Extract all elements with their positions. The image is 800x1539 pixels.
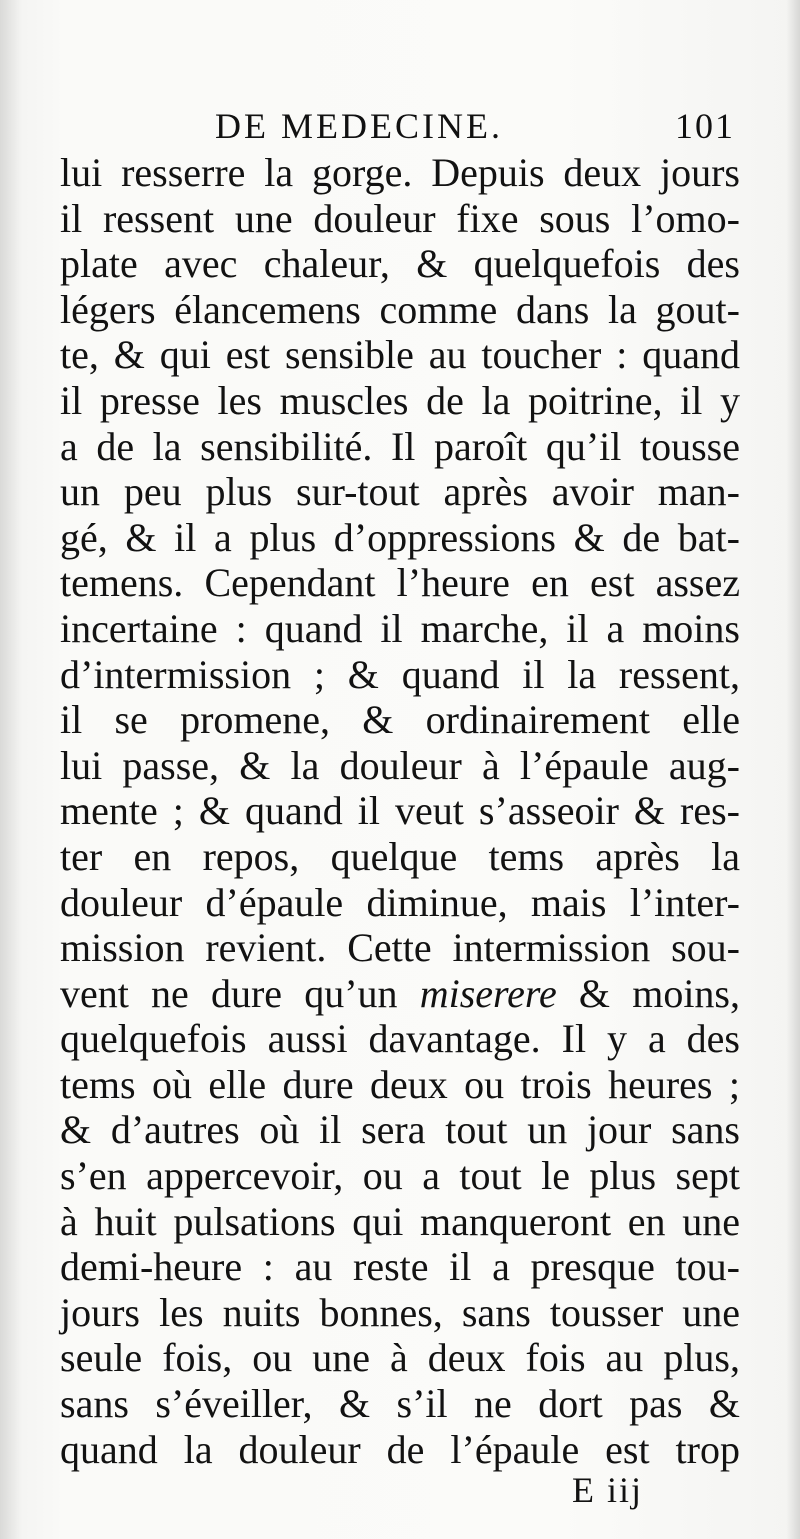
text-line: jours les nuits bonnes, sans tousser une [60,1289,740,1335]
text-line: un peu plus sur-tout après avoir man- [60,469,740,515]
text-line: ter en repos, quelque tems après la [60,833,740,879]
text-line: & d’autres où il sera tout un jour sans [60,1107,740,1153]
text-line: quelquefois aussi davantage. Il y a des [60,1016,740,1062]
text-line-miserere [60,971,740,1017]
text-line: te, & qui est sensible au toucher : quand [60,332,740,378]
page-number: 101 [675,106,735,146]
running-head-title: DE MEDECINE. [215,106,503,146]
signature-mark: E iij [572,1470,643,1510]
text-line: temens. Cependant l’heure en est assez [60,560,740,606]
text-line: il presse les muscles de la poitrine, il y [60,377,740,423]
text-line: lui resserre la gorge. Depuis deux jours [60,150,740,195]
text-fragment: & moins, [556,970,740,1016]
text-line: légers élancemens comme dans la gout- [60,286,740,332]
text-line: demi-heure : au reste il a presque tou- [60,1244,740,1290]
text-line: d’intermission ; & quand il la ressent, [60,651,740,697]
text-line: gé, & il a plus d’oppressions & de bat- [60,514,740,560]
text-line: plate avec chaleur, & quelquefois des [60,241,740,287]
text-line: mente ; & quand il veut s’asseoir & res- [60,788,740,834]
running-head [215,100,735,152]
text-line: tems où elle dure deux ou trois heures ; [60,1061,740,1107]
text-line: seule fois, ou une à deux fois au plus, [60,1335,740,1381]
page-edge-shadow [786,0,800,1539]
text-line: incertaine : quand il marche, il a moins [60,605,740,651]
text-line: mission revient. Cette intermission sou- [60,925,740,971]
text-line: sans s’éveiller, & s’il ne dort pas & [60,1381,740,1427]
text-line: lui passe, & la douleur à l’épaule aug- [60,742,740,788]
body-text [60,150,740,1472]
text-line: il ressent une douleur fixe sous l’omo- [60,195,740,241]
text-line: a de la sensibilité. Il paroît qu’il tousse [60,423,740,469]
text-line: à huit pulsations qui manqueront en une [60,1198,740,1244]
text-line: douleur d’épaule diminue, mais l’inter- [60,879,740,925]
gutter-shadow [0,0,22,1539]
text-line: quand la douleur de l’épaule est trop [60,1426,740,1472]
text-line: s’en appercevoir, ou a tout le plus sept [60,1153,740,1199]
text-line: il se promene, & ordinairement elle [60,697,740,743]
text-fragment: vent ne dure qu’un [60,970,420,1016]
italic-word: miserere [419,970,557,1016]
